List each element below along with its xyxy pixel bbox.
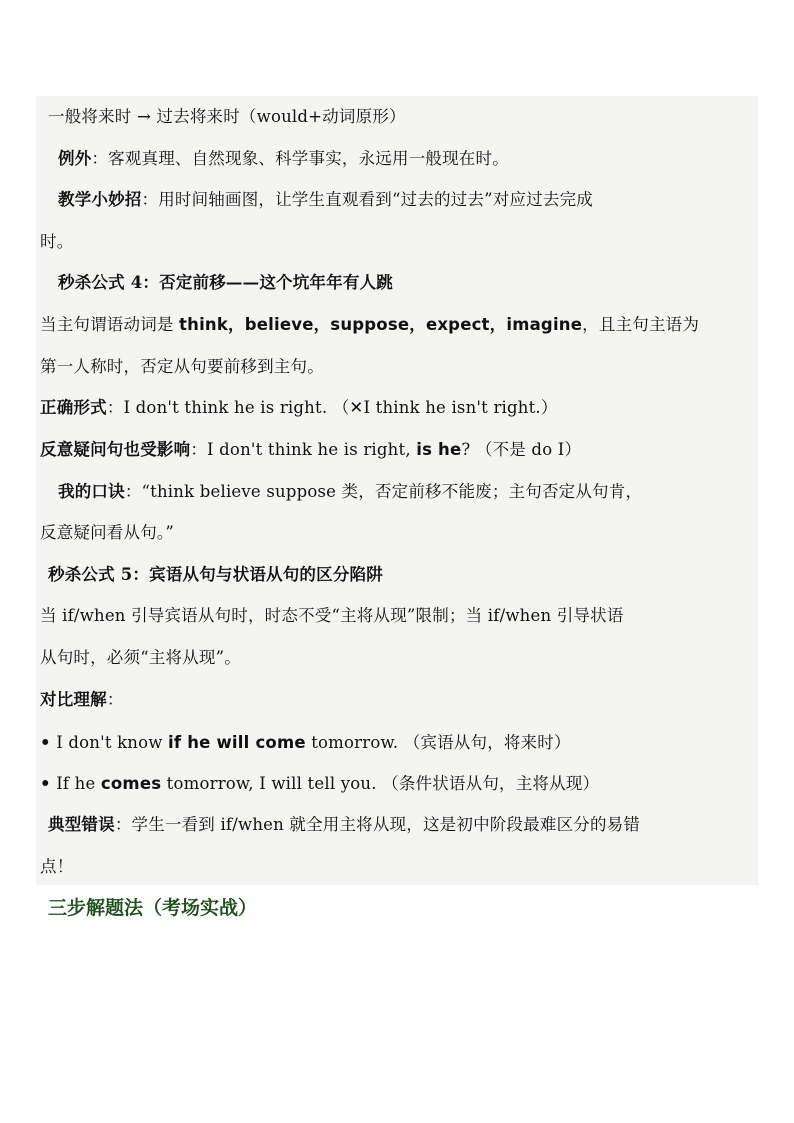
line-text: 点！ — [40, 857, 74, 876]
text-line — [40, 605, 624, 627]
emphasis-text: if he will come — [168, 733, 306, 752]
line-text: ： — [106, 690, 124, 709]
text-line — [40, 522, 174, 544]
section-heading: 三步解题法（考场实战） — [48, 897, 258, 919]
line-text: tomorrow. （宾语从句，将来时） — [305, 733, 571, 752]
line-text: 当主句谓语动词是 — [40, 315, 180, 334]
text-line — [48, 106, 406, 128]
line-text: 时。 — [40, 232, 74, 251]
text-line — [58, 481, 642, 503]
bullet-icon: • — [40, 774, 51, 793]
label-exception: 例外 — [58, 149, 92, 168]
label-teaching-tip: 教学小妙招 — [58, 190, 142, 209]
line-text: ? （不是 do I） — [461, 440, 582, 459]
line-text: I think he isn't right.） — [363, 398, 558, 417]
list-item — [40, 773, 599, 795]
formula-heading — [48, 564, 383, 586]
text-line — [40, 439, 581, 461]
bullet-icon: • — [40, 733, 51, 752]
text-line — [40, 314, 699, 336]
line-text: 一般将来时 → 过去将来时（would+动词原形） — [48, 107, 406, 126]
verb-list: think，believe，suppose，expect，imagine — [179, 315, 583, 334]
line-text: tomorrow, I will tell you. （条件状语从句，主将从现） — [161, 774, 600, 793]
line-text: ：客观真理、自然现象、科学事实，永远用一般现在时。 — [91, 149, 509, 168]
line-text: ：“think believe suppose 类，否定前移不能废；主句否定从句肯， — [124, 482, 643, 501]
line-text: 第一人称时，否定从句要前移到主句。 — [40, 357, 324, 376]
formula-5-title: 秒杀公式 5：宾语从句与状语从句的区分陷阱 — [48, 565, 383, 584]
label-mnemonic: 我的口诀 — [58, 482, 125, 501]
cross-icon: ✕ — [349, 398, 364, 417]
line-text: 从句时，必须“主将从现”。 — [40, 648, 241, 667]
text-line — [40, 647, 241, 669]
line-text: 反意疑问看从句。” — [40, 523, 174, 542]
line-text: ：用时间轴画图，让学生直观看到“过去的过去”对应过去完成 — [141, 190, 593, 209]
text-line — [40, 397, 558, 419]
line-text: If he — [50, 774, 101, 793]
label-comparison: 对比理解 — [40, 690, 107, 709]
text-line — [40, 689, 124, 711]
label-typical-error: 典型错误 — [48, 815, 115, 834]
formula-heading — [58, 272, 393, 294]
text-line — [40, 856, 73, 878]
text-line — [48, 814, 640, 836]
formula-4-title: 秒杀公式 4：否定前移——这个坑年年有人跳 — [58, 273, 393, 292]
line-text: ：I don't think he is right. （ — [106, 398, 350, 417]
emphasis-text: is he — [416, 440, 462, 459]
line-text: ：学生一看到 if/when 就全用主将从现，这是初中阶段最难区分的易错 — [114, 815, 641, 834]
line-text: ：I don't think he is right, — [190, 440, 417, 459]
list-item — [40, 732, 571, 754]
line-text: 当 if/when 引导宾语从句时，时态不受“主将从现”限制；当 if/when 引导状语 — [40, 606, 624, 625]
text-line — [58, 148, 509, 170]
line-text: I don't know — [50, 733, 169, 752]
label-tag-question: 反意疑问句也受影响 — [40, 440, 191, 459]
text-line — [40, 356, 324, 378]
label-correct-form: 正确形式 — [40, 398, 107, 417]
text-line — [58, 189, 593, 211]
emphasis-text: comes — [100, 774, 162, 793]
text-line — [40, 231, 73, 253]
line-text: ，且主句主语为 — [582, 315, 700, 334]
